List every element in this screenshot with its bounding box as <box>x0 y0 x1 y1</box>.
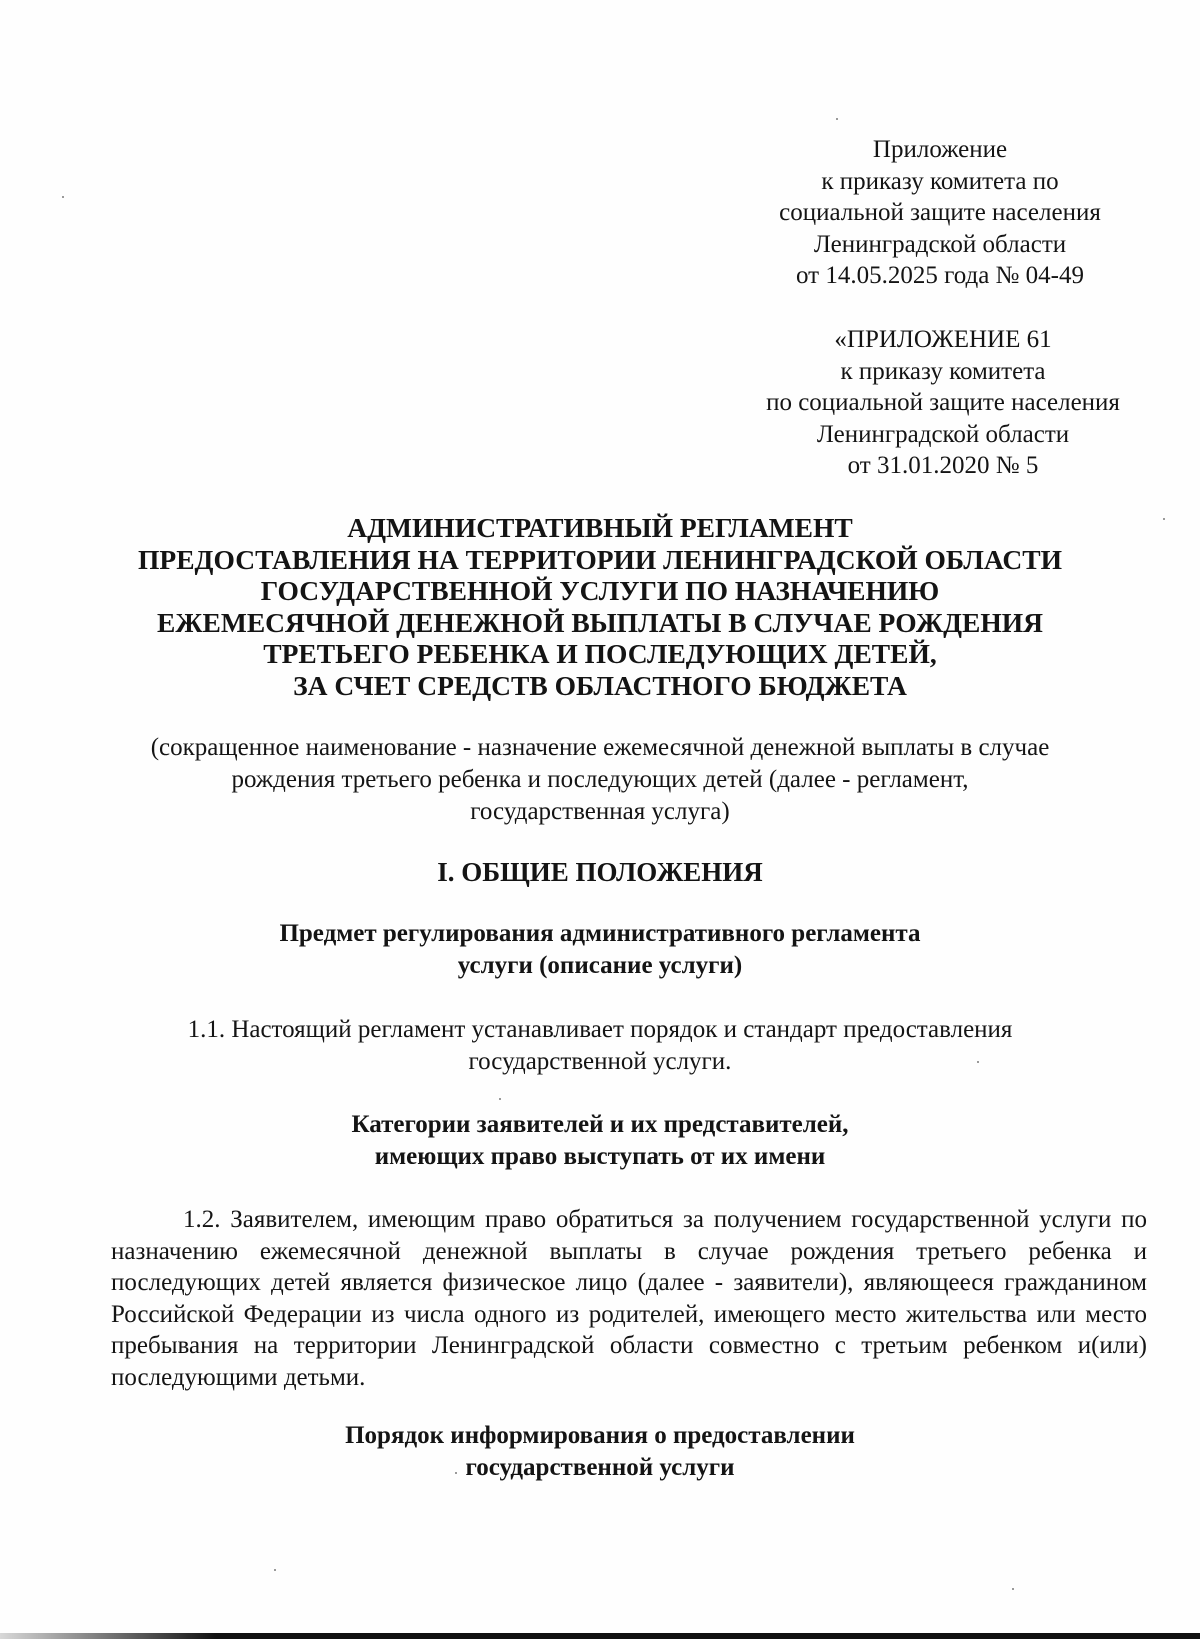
scan-speck <box>62 196 64 198</box>
heading-line: государственной услуги <box>465 1454 735 1481</box>
appendix-line: по социальной защите населения <box>766 389 1120 416</box>
title-line: ПРЕДОСТАВЛЕНИЯ НА ТЕРРИТОРИИ ЛЕНИНГРАДСКОЙ ОБЛАСТИ <box>138 543 1062 575</box>
title-line: ГОСУДАРСТВЕННОЙ УСЛУГИ ПО НАЗНАЧЕНИЮ <box>260 575 940 606</box>
appendix-current-order <box>718 134 1162 292</box>
appendix-line: от 31.01.2020 № 5 <box>847 452 1039 479</box>
appendix-line: к приказу комитета <box>840 357 1046 385</box>
short-name-line: рождения третьего ребенка и последующих детей (далее - регламент, <box>231 766 969 793</box>
appendix-line: Ленинградской области <box>816 420 1070 448</box>
section-title: I. ОБЩИЕ ПОЛОЖЕНИЯ <box>437 857 763 887</box>
scan-speck <box>455 1472 457 1474</box>
appendix-original-order <box>718 324 1168 482</box>
heading-line: Порядок информирования о предоставлении <box>345 1422 855 1449</box>
informing-heading <box>100 1420 1100 1484</box>
subject-heading <box>100 918 1100 982</box>
short-name-line: (сокращенное наименование - назначение ежемесячной денежной выплаты в случае <box>150 734 1050 761</box>
scan-speck <box>499 1098 501 1100</box>
scan-speck <box>1163 518 1165 520</box>
scan-speck <box>836 118 838 120</box>
paragraph-1-1 <box>100 1014 1100 1078</box>
heading-line: Категории заявителей и их представителей, <box>351 1111 849 1138</box>
appendix-line: «ПРИЛОЖЕНИЕ 61 <box>834 326 1052 353</box>
title-line: АДМИНИСТРАТИВНЫЙ РЕГЛАМЕНТ <box>347 512 853 543</box>
appendix-line: от 14.05.2025 года № 04-49 <box>795 262 1084 289</box>
applicants-heading <box>100 1109 1100 1173</box>
scan-speck <box>274 1569 276 1571</box>
title-line: ЗА СЧЕТ СРЕДСТВ ОБЛАСТНОГО БЮДЖЕТА <box>293 669 907 701</box>
paragraph-line: 1.1. Настоящий регламент устанавливает порядок и стандарт предоставления <box>187 1016 1013 1043</box>
heading-line: имеющих право выступать от их имени <box>374 1143 826 1170</box>
title-line: ТРЕТЬЕГО РЕБЕНКА И ПОСЛЕДУЮЩИХ ДЕТЕЙ, <box>263 638 937 669</box>
appendix-line: Ленинградской области <box>813 230 1067 258</box>
document-title <box>100 512 1100 701</box>
short-name-line: государственная услуга) <box>470 798 730 825</box>
appendix-line: Приложение <box>872 136 1008 163</box>
scan-edge-line <box>0 1633 1200 1639</box>
appendix-line: к приказу комитета по <box>821 167 1059 195</box>
scan-speck <box>977 1061 979 1063</box>
heading-line: Предмет регулирования административного регламента <box>279 920 921 947</box>
title-line: ЕЖЕМЕСЯЧНОЙ ДЕНЕЖНОЙ ВЫПЛАТЫ В СЛУЧАЕ РОЖДЕНИЯ <box>156 606 1043 638</box>
short-name-note <box>100 732 1100 828</box>
scan-speck <box>1012 1588 1014 1590</box>
paragraph-1-2: 1.2. Заявителем, имеющим право обратиться за получением государственной услуги по назначению ежемесячной денежной выплаты в случае рождения третьего ребенка и последующих детей является физическое лицо (далее - заявители), являющееся гражданином Российской Федерации из числа одного из родителей, имеющего место жительства или место пребывания на территории Ленинградской области совместно с третьим ребенком и(или) последующими детьми. <box>111 1206 1147 1391</box>
appendix-line: социальной защите населения <box>779 199 1101 226</box>
heading-line: услуги (описание услуги) <box>457 952 743 979</box>
paragraph-line: государственной услуги. <box>468 1048 732 1075</box>
